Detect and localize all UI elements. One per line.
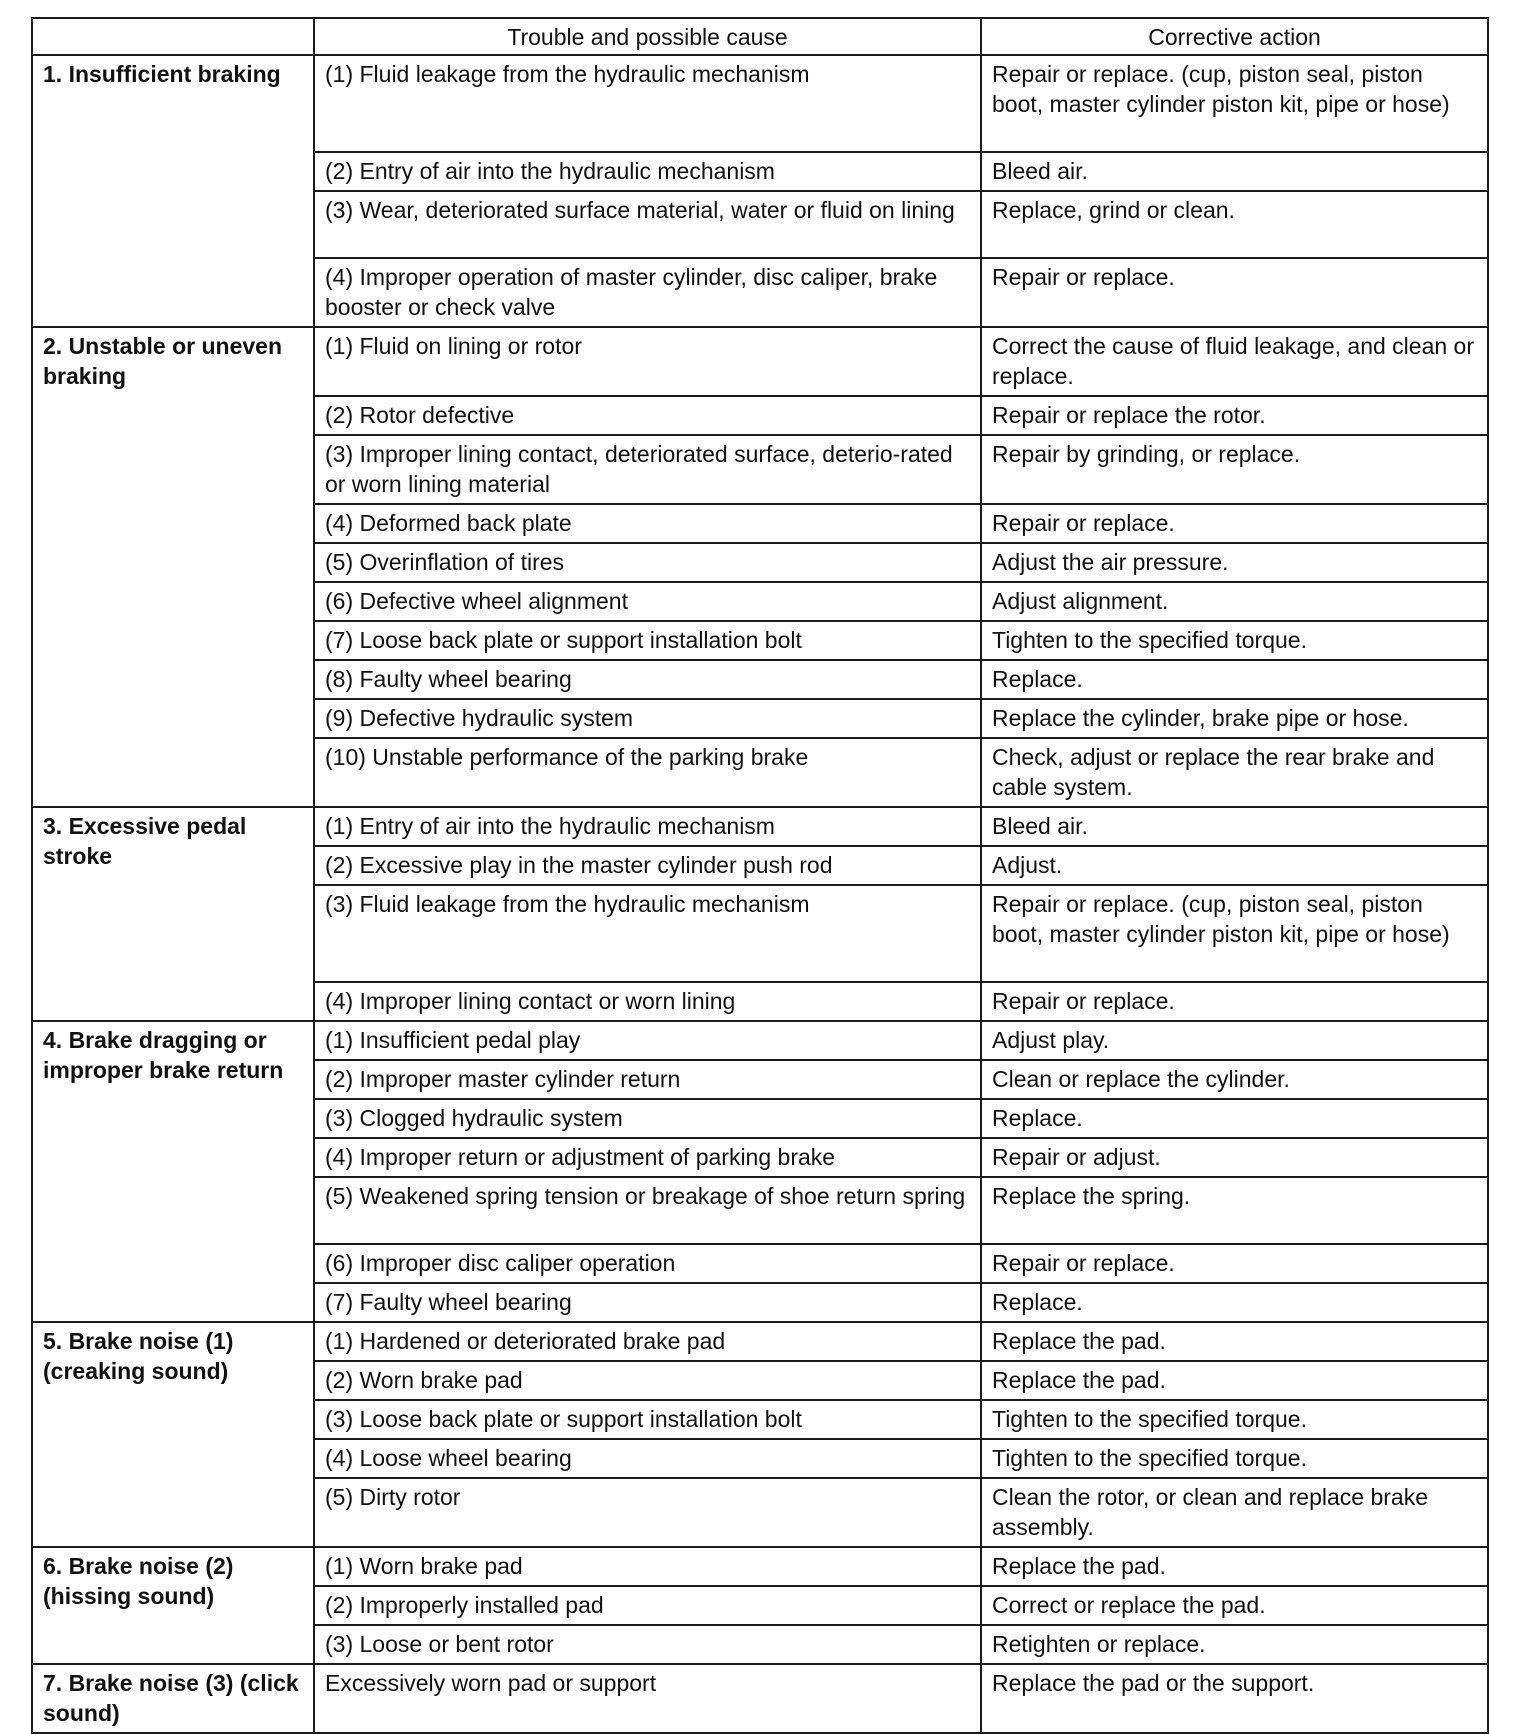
action-cell: Adjust alignment. xyxy=(981,582,1488,621)
cause-cell: (4) Improper return or adjustment of parking brake xyxy=(314,1138,981,1177)
table-row xyxy=(32,1664,1488,1733)
action-cell: Adjust the air pressure. xyxy=(981,543,1488,582)
cause-cell: (2) Rotor defective xyxy=(314,396,981,435)
action-cell: Repair or adjust. xyxy=(981,1138,1488,1177)
cause-cell: (4) Improper operation of master cylinder, disc caliper, brake booster or check valve xyxy=(314,258,981,327)
cause-cell: (4) Loose wheel bearing xyxy=(314,1439,981,1478)
cause-cell: (3) Fluid leakage from the hydraulic mechanism xyxy=(314,885,981,982)
action-cell: Repair or replace. xyxy=(981,1244,1488,1283)
cause-cell: (3) Clogged hydraulic system xyxy=(314,1099,981,1138)
action-cell: Repair or replace. (cup, piston seal, piston boot, master cylinder piston kit, pipe or hose) xyxy=(981,55,1488,152)
action-cell: Repair or replace. xyxy=(981,982,1488,1021)
cause-cell: (6) Defective wheel alignment xyxy=(314,582,981,621)
cause-cell: (4) Improper lining contact or worn lining xyxy=(314,982,981,1021)
cause-cell: (8) Faulty wheel bearing xyxy=(314,660,981,699)
table-body xyxy=(32,55,1488,1733)
action-cell: Tighten to the specified torque. xyxy=(981,1439,1488,1478)
trouble-cell: 4. Brake dragging or improper brake return xyxy=(32,1021,314,1322)
table-row xyxy=(32,807,1488,846)
action-cell: Repair or replace. xyxy=(981,258,1488,327)
cause-cell: (1) Insufficient pedal play xyxy=(314,1021,981,1060)
action-cell: Replace, grind or clean. xyxy=(981,191,1488,258)
action-cell: Clean or replace the cylinder. xyxy=(981,1060,1488,1099)
action-cell: Bleed air. xyxy=(981,807,1488,846)
trouble-cell: 1. Insufficient braking xyxy=(32,55,314,327)
trouble-cell: 2. Unstable or uneven braking xyxy=(32,327,314,807)
trouble-cell: 3. Excessive pedal stroke xyxy=(32,807,314,1021)
cause-cell: (4) Deformed back plate xyxy=(314,504,981,543)
cause-cell: (2) Excessive play in the master cylinder push rod xyxy=(314,846,981,885)
table-row xyxy=(32,1021,1488,1060)
action-cell: Correct the cause of fluid leakage, and clean or replace. xyxy=(981,327,1488,396)
action-cell: Replace the pad or the support. xyxy=(981,1664,1488,1733)
action-cell: Tighten to the specified torque. xyxy=(981,1400,1488,1439)
action-cell: Correct or replace the pad. xyxy=(981,1586,1488,1625)
table-row xyxy=(32,327,1488,396)
action-cell: Replace the pad. xyxy=(981,1547,1488,1586)
action-cell: Replace. xyxy=(981,660,1488,699)
cause-cell: (2) Entry of air into the hydraulic mechanism xyxy=(314,152,981,191)
action-cell: Repair or replace. (cup, piston seal, piston boot, master cylinder piston kit, pipe or hose) xyxy=(981,885,1488,982)
action-cell: Repair by grinding, or replace. xyxy=(981,435,1488,504)
trouble-cell: 5. Brake noise (1) (creaking sound) xyxy=(32,1322,314,1547)
table-row xyxy=(32,1322,1488,1361)
cause-cell: (5) Weakened spring tension or breakage of shoe return spring xyxy=(314,1177,981,1244)
action-cell: Replace the spring. xyxy=(981,1177,1488,1244)
header-cause: Trouble and possible cause xyxy=(314,18,981,55)
cause-cell: (1) Hardened or deteriorated brake pad xyxy=(314,1322,981,1361)
cause-cell: (1) Entry of air into the hydraulic mechanism xyxy=(314,807,981,846)
cause-cell: (5) Dirty rotor xyxy=(314,1478,981,1547)
cause-cell: (3) Loose or bent rotor xyxy=(314,1625,981,1664)
action-cell: Replace the pad. xyxy=(981,1361,1488,1400)
action-cell: Repair or replace. xyxy=(981,504,1488,543)
trouble-cell: 6. Brake noise (2) (hissing sound) xyxy=(32,1547,314,1664)
action-cell: Retighten or replace. xyxy=(981,1625,1488,1664)
header-trouble xyxy=(32,18,314,55)
cause-cell: (9) Defective hydraulic system xyxy=(314,699,981,738)
action-cell: Adjust. xyxy=(981,846,1488,885)
cause-cell: (3) Wear, deteriorated surface material, water or fluid on lining xyxy=(314,191,981,258)
cause-cell: (1) Fluid leakage from the hydraulic mechanism xyxy=(314,55,981,152)
cause-cell: (2) Improper master cylinder return xyxy=(314,1060,981,1099)
action-cell: Clean the rotor, or clean and replace brake assembly. xyxy=(981,1478,1488,1547)
cause-cell: (6) Improper disc caliper operation xyxy=(314,1244,981,1283)
action-cell: Adjust play. xyxy=(981,1021,1488,1060)
cause-cell: (7) Loose back plate or support installation bolt xyxy=(314,621,981,660)
cause-cell: (7) Faulty wheel bearing xyxy=(314,1283,981,1322)
cause-cell: (5) Overinflation of tires xyxy=(314,543,981,582)
troubleshooting-table xyxy=(31,17,1489,1734)
table-row xyxy=(32,55,1488,152)
action-cell: Replace. xyxy=(981,1283,1488,1322)
action-cell: Tighten to the specified torque. xyxy=(981,621,1488,660)
action-cell: Bleed air. xyxy=(981,152,1488,191)
header-action: Corrective action xyxy=(981,18,1488,55)
action-cell: Replace the cylinder, brake pipe or hose. xyxy=(981,699,1488,738)
cause-cell: (3) Improper lining contact, deteriorated surface, deterio-rated or worn lining material xyxy=(314,435,981,504)
cause-cell: (2) Worn brake pad xyxy=(314,1361,981,1400)
cause-cell: (1) Worn brake pad xyxy=(314,1547,981,1586)
header-row xyxy=(32,18,1488,55)
action-cell: Check, adjust or replace the rear brake and cable system. xyxy=(981,738,1488,807)
cause-cell: (10) Unstable performance of the parking brake xyxy=(314,738,981,807)
action-cell: Replace. xyxy=(981,1099,1488,1138)
cause-cell: Excessively worn pad or support xyxy=(314,1664,981,1733)
table-row xyxy=(32,1547,1488,1586)
action-cell: Replace the pad. xyxy=(981,1322,1488,1361)
cause-cell: (1) Fluid on lining or rotor xyxy=(314,327,981,396)
action-cell: Repair or replace the rotor. xyxy=(981,396,1488,435)
cause-cell: (2) Improperly installed pad xyxy=(314,1586,981,1625)
cause-cell: (3) Loose back plate or support installation bolt xyxy=(314,1400,981,1439)
trouble-cell: 7. Brake noise (3) (click sound) xyxy=(32,1664,314,1733)
